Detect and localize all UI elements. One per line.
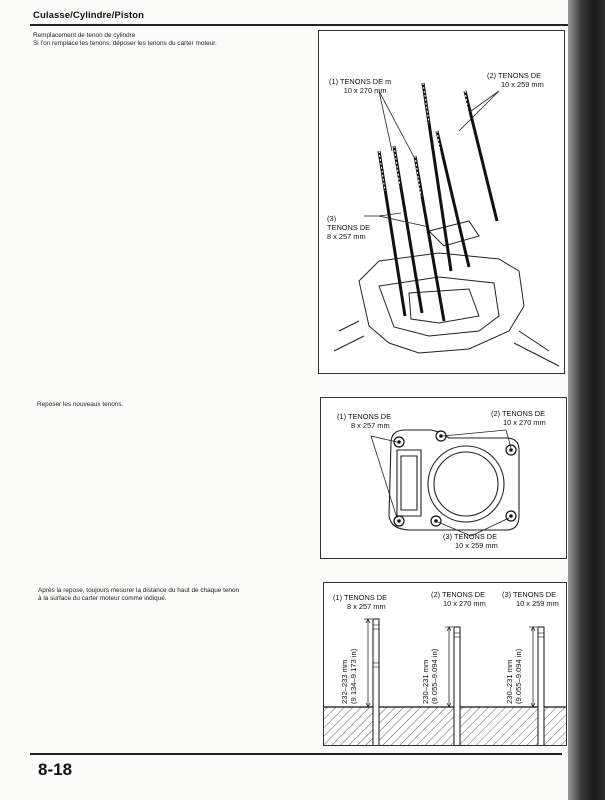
figure2-label-1-line-1: (1) TENONS DE xyxy=(337,412,392,421)
section1-text xyxy=(33,32,217,48)
section2-line-1: Reposer les nouveaux tenons. xyxy=(37,401,124,408)
figure3-label-2-line-1: (2) TENONS DE xyxy=(431,590,486,599)
figure1-label-1-line-2: 10 x 270 mm xyxy=(343,86,387,95)
figure3-measure-1-line-1: 232–233 mm xyxy=(340,659,349,704)
scan-binding-shadow xyxy=(568,0,605,800)
figure3-measure-3 xyxy=(505,649,523,704)
figure1-label-2-line-2: 10 x 259 mm xyxy=(501,80,544,89)
header-rule xyxy=(30,24,568,26)
figure3-label-2-line-2: 10 x 270 mm xyxy=(443,599,486,608)
section1-line-2: Si l'on remplace les tenons, déposer les tenons du carter moteur. xyxy=(33,40,217,48)
figure3-measure-3-line-2: (9.055–9.094 in) xyxy=(514,648,523,704)
figure1-label-2 xyxy=(487,71,544,89)
section3-line-2: à la surface du carter moteur comme indiqué. xyxy=(38,595,167,603)
figure3-measure-2-line-2: (9.055–9.094 in) xyxy=(430,648,439,704)
section2-text xyxy=(37,401,123,409)
section3-line-1: Après la repose, toujours mesurer la distance du haut de chaque tenon xyxy=(38,587,240,594)
figure3-label-3-line-2: 10 x 259 mm xyxy=(516,599,559,608)
figure2-label-2 xyxy=(491,409,546,427)
figure3-measure-2-line-1: 230–231 mm xyxy=(421,659,430,704)
figure2-label-2-line-2: 10 x 270 mm xyxy=(503,418,546,427)
figure1-label-2-line-1: (2) TENONS DE xyxy=(487,71,542,80)
footer-rule xyxy=(30,753,562,755)
figure-stud-removal xyxy=(318,30,565,374)
figure1-label-3-line-1: (3) xyxy=(327,214,337,223)
figure1-label-1 xyxy=(329,77,391,95)
figure3-label-1-line-2: 8 x 257 mm xyxy=(347,602,386,611)
figure1-label-3 xyxy=(327,214,370,241)
figure2-label-1 xyxy=(337,412,391,430)
figure3-label-1-line-1: (1) TENONS DE xyxy=(333,593,388,602)
section3-text xyxy=(38,587,239,603)
figure2-label-3 xyxy=(443,532,498,550)
figure3-measure-2 xyxy=(421,649,439,704)
figure3-label-2 xyxy=(431,590,486,608)
section1-line-1: Remplacement de tenon de cylindre xyxy=(33,32,136,39)
figure3-measure-1 xyxy=(340,649,358,704)
figure-stud-layout xyxy=(320,397,567,559)
figure1-label-1-line-1: (1) TENONS DE m xyxy=(329,77,392,86)
figure3-label-3-line-1: (3) TENONS DE xyxy=(502,590,557,599)
figure1-label-3-line-3: 8 x 257 mm xyxy=(327,232,366,241)
figure3-label-1 xyxy=(333,593,387,611)
figure2-label-1-line-2: 8 x 257 mm xyxy=(351,421,390,430)
figure3-measure-1-line-2: (9.134–9.173 in) xyxy=(349,648,358,704)
figure1-label-3-line-2: TENONS DE xyxy=(327,223,371,232)
figure2-label-3-line-1: (3) TENONS DE xyxy=(443,532,498,541)
page-number: 8-18 xyxy=(38,760,73,779)
page-title: Culasse/Cylindre/Piston xyxy=(33,10,145,21)
figure3-label-3 xyxy=(502,590,559,608)
figure-stud-height xyxy=(323,582,567,746)
figure2-label-3-line-2: 10 x 259 mm xyxy=(455,541,498,550)
figure3-measure-3-line-1: 230–231 mm xyxy=(505,659,514,704)
figure2-label-2-line-1: (2) TENONS DE xyxy=(491,409,546,418)
